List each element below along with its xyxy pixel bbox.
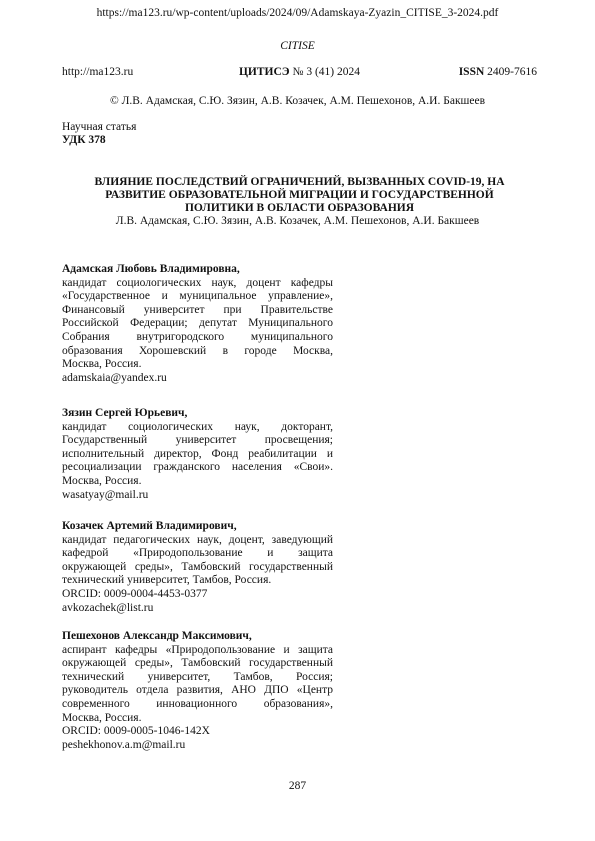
document-url[interactable]: https://ma123.ru/wp-content/uploads/2024/09/Adamskaya-Zyazin_CITISE_3-2024.pdf xyxy=(96,7,499,19)
author-affiliation-line: Собрания внутригородского муниципального xyxy=(62,330,333,343)
issn-value: 2409-7616 xyxy=(484,66,537,78)
issn xyxy=(459,66,537,78)
author-affiliation-line: кафедрой «Природопользование и защита xyxy=(62,547,333,560)
author-affiliation-line: исполнительный директор, Фонд реабилитации и xyxy=(62,447,333,460)
author-affiliation-line: образования Хорошевский в городе Москва, xyxy=(62,344,333,357)
author-affiliation-line: ресоциализации гражданского населения «Свои». xyxy=(62,461,333,474)
author-affiliation-line: аспирант кафедры «Природопользование и защита xyxy=(62,643,333,656)
author-affiliation-line: окружающей среды», Тамбовский государственный xyxy=(62,657,333,670)
title-line: ВЛИЯНИЕ ПОСЛЕДСТВИЙ ОГРАНИЧЕНИЙ, ВЫЗВАННЫХ COVID-19, НА xyxy=(94,176,505,188)
author-affiliation-line: кандидат социологических наук, доцент кафедры xyxy=(62,276,333,289)
author-info-block xyxy=(62,407,333,502)
author-orcid[interactable]: ORCID: 0009-0005-1046-142X xyxy=(62,725,210,738)
site-link[interactable]: http://ma123.ru xyxy=(62,66,134,78)
author-affiliation-line: окружающей среды», Тамбовский государственный xyxy=(62,560,333,573)
author-affiliation-line: кандидат педагогических наук, доцент, заведующий xyxy=(62,533,333,546)
author-name: Адамская Любовь Владимировна, xyxy=(62,263,240,275)
author-affiliation-line: руководитель отдела развития, АНО ДПО «Центр xyxy=(62,684,333,697)
journal-name: CITISE xyxy=(280,40,315,52)
author-info-block xyxy=(62,520,333,615)
author-info-block xyxy=(62,630,333,752)
author-email[interactable]: wasatyay@mail.ru xyxy=(62,488,149,501)
author-info-block xyxy=(62,263,333,385)
author-affiliation-line: технический университет, Тамбов, Россия; xyxy=(62,670,333,683)
author-affiliation-line: «Государственное и муниципальное управление», xyxy=(62,290,333,303)
author-email[interactable]: peshekhonov.a.m@mail.ru xyxy=(62,738,186,751)
running-header xyxy=(62,66,537,82)
author-email[interactable]: adamskaia@yandex.ru xyxy=(62,371,167,384)
authors-line: Л.В. Адамская, С.Ю. Зязин, А.В. Козачек, А.М. Пешехонов, А.И. Бакшеев xyxy=(115,215,480,227)
page-number: 287 xyxy=(288,780,307,792)
author-email[interactable]: avkozachek@list.ru xyxy=(62,601,154,614)
author-affiliation-line: современного инновационного образования», xyxy=(62,697,333,710)
title-line: РАЗВИТИЕ ОБРАЗОВАТЕЛЬНОЙ МИГРАЦИИ И ГОСУДАРСТВЕННОЙ xyxy=(105,189,494,201)
udk-code: УДК 378 xyxy=(62,134,106,146)
journal-short-name: ЦИТИСЭ xyxy=(238,66,290,78)
author-affiliation-line: кандидат социологических наук, докторант, xyxy=(62,420,333,433)
author-affiliation-line: Государственный университет просвещения; xyxy=(62,434,333,447)
article-type: Научная статья xyxy=(62,121,137,133)
author-affiliation-line: Москва, Россия. xyxy=(62,358,142,371)
author-affiliation-line: Москва, Россия. xyxy=(62,474,142,487)
author-name: Пешехонов Александр Максимович, xyxy=(62,630,252,642)
article-title xyxy=(62,176,537,215)
author-name: Козачек Артемий Владимирович, xyxy=(62,520,237,532)
title-line: ПОЛИТИКИ В ОБЛАСТИ ОБРАЗОВАНИЯ xyxy=(184,202,415,214)
author-affiliation-line: Финансовый университет при Правительстве xyxy=(62,303,333,316)
issn-label: ISSN xyxy=(458,66,485,78)
copyright-line: © Л.В. Адамская, С.Ю. Зязин, А.В. Козачек, А.М. Пешехонов, А.И. Бакшеев xyxy=(109,95,486,107)
author-affiliation-line: Российской Федерации; депутат Муниципального xyxy=(62,317,333,330)
issue-number: № 3 (41) 2024 xyxy=(289,66,360,78)
author-name: Зязин Сергей Юрьевич, xyxy=(62,407,188,419)
author-affiliation-line: технический университет, Тамбов, Россия. xyxy=(62,574,272,587)
author-affiliation-line: Москва, Россия. xyxy=(62,711,142,724)
author-orcid[interactable]: ORCID: 0009-0004-4453-0377 xyxy=(62,587,208,600)
